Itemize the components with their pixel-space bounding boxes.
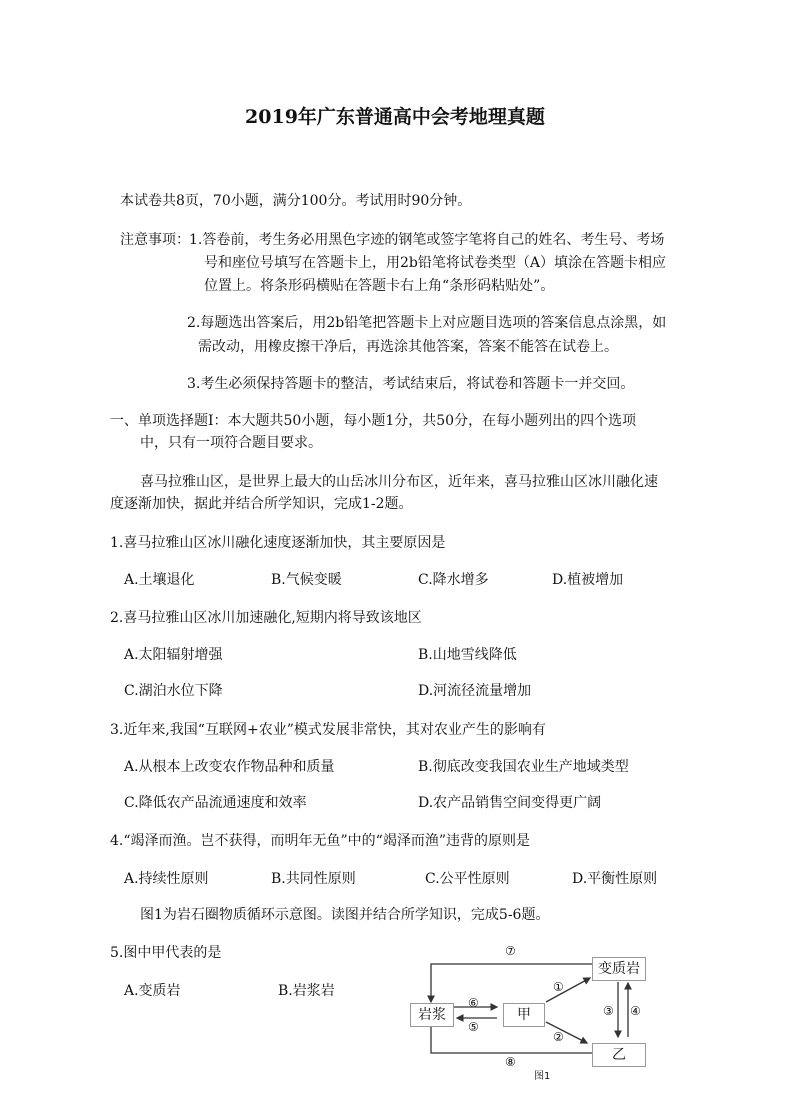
question-2-stem: 2.喜马拉雅山区冰川加速融化,短期内将导致该地区: [110, 610, 422, 626]
intro-text: 本试卷共8页，70小题，满分100分。考试用时90分钟。: [120, 193, 472, 209]
passage-2: 图1为岩石圈物质循环示意图。读图并结合所学知识，完成5-6题。: [140, 907, 550, 923]
note-2-line: 需改动，用橡皮擦干净后，再选涂其他答案，答案不能答在试卷上。: [198, 339, 618, 355]
option: C.降水增多: [418, 572, 489, 588]
passage-1: 度逐渐加快，据此并结合所学知识，完成1-2题。: [110, 496, 413, 512]
label-7: ⑦: [505, 944, 516, 958]
note-3: 3.考生必须保持答题卡的整洁，考试结束后，将试卷和答题卡一并交回。: [187, 376, 635, 392]
option: D.平衡性原则: [572, 871, 658, 887]
option: A.太阳辐射增强: [124, 647, 223, 663]
jia-box: 甲: [503, 1003, 545, 1027]
label-5: ⑤: [468, 1020, 479, 1034]
passage-1: 喜马拉雅山区，是世界上最大的山岳冰川分布区，近年来，喜马拉雅山区冰川融化速: [140, 474, 658, 490]
option: C.湖泊水位下降: [124, 683, 223, 699]
option: A.变质岩: [124, 983, 181, 999]
section-heading: 中，只有一项符合题目要求。: [140, 435, 322, 451]
note-1-line: 位置上。将条形码横贴在答题卡右上角“条形码粘贴处”。: [204, 278, 555, 294]
option: B.山地雪线降低: [418, 647, 517, 663]
note-2-line: 2.每题选出答案后，用2b铅笔把答题卡上对应题目选项的答案信息点涂黑，如: [187, 315, 667, 331]
question-4-stem: 4.“竭泽而渔。岂不获得，而明年无鱼”中的“竭泽而渔”违背的原则是: [110, 833, 530, 849]
label-2: ②: [553, 1030, 564, 1044]
option: B.岩浆岩: [278, 983, 335, 999]
label-6: ⑥: [468, 996, 479, 1010]
yi-box: 乙: [592, 1043, 646, 1067]
note-1-line: 号和座位号填写在答题卡上，用2b铅笔将试卷类型（A）填涂在答题卡相应: [204, 255, 666, 271]
question-5-stem: 5.图中甲代表的是: [110, 945, 222, 961]
option: C.公平性原则: [425, 871, 510, 887]
note-1-line: 1.答卷前，考生务必用黑色字迹的钢笔或签字笔将自己的姓名、考生号、考场: [189, 232, 665, 248]
option: B.共同性原则: [271, 871, 356, 887]
option: D.河流径流量增加: [418, 683, 532, 699]
question-3-stem: 3.近年来,我国“互联网+农业”模式发展非常快，其对农业产生的影响有: [110, 722, 546, 738]
metamorphic-box: 变质岩: [592, 957, 646, 981]
option: A.从根本上改变农作物品种和质量: [124, 759, 335, 775]
option: D.农产品销售空间变得更广阔: [418, 795, 602, 811]
option: A.持续性原则: [124, 871, 209, 887]
label-4: ④: [630, 1004, 641, 1018]
option: A.土壤退化: [124, 572, 195, 588]
arrow-7: [431, 964, 592, 1002]
label-3: ③: [603, 1004, 614, 1018]
notes-label: 注意事项：: [120, 232, 190, 248]
page-title: 2019年广东普通高中会考地理真题: [245, 106, 545, 128]
label-1: ①: [553, 980, 564, 994]
figure-caption: 图1: [534, 1071, 551, 1082]
option: B.气候变暖: [271, 572, 342, 588]
magma-box: 岩浆: [410, 1003, 454, 1027]
question-1-stem: 1.喜马拉雅山区冰川融化速度逐渐加快，其主要原因是: [110, 535, 446, 551]
option: B.彻底改变我国农业生产地域类型: [418, 759, 629, 775]
option: C.降低农产品流通速度和效率: [124, 795, 307, 811]
section-heading: 一、单项选择题Ⅰ：本大题共50小题，每小题1分，共50分，在每小题列出的四个选项: [110, 413, 637, 429]
label-8: ⑧: [505, 1055, 516, 1069]
option: D.植被增加: [552, 572, 624, 588]
